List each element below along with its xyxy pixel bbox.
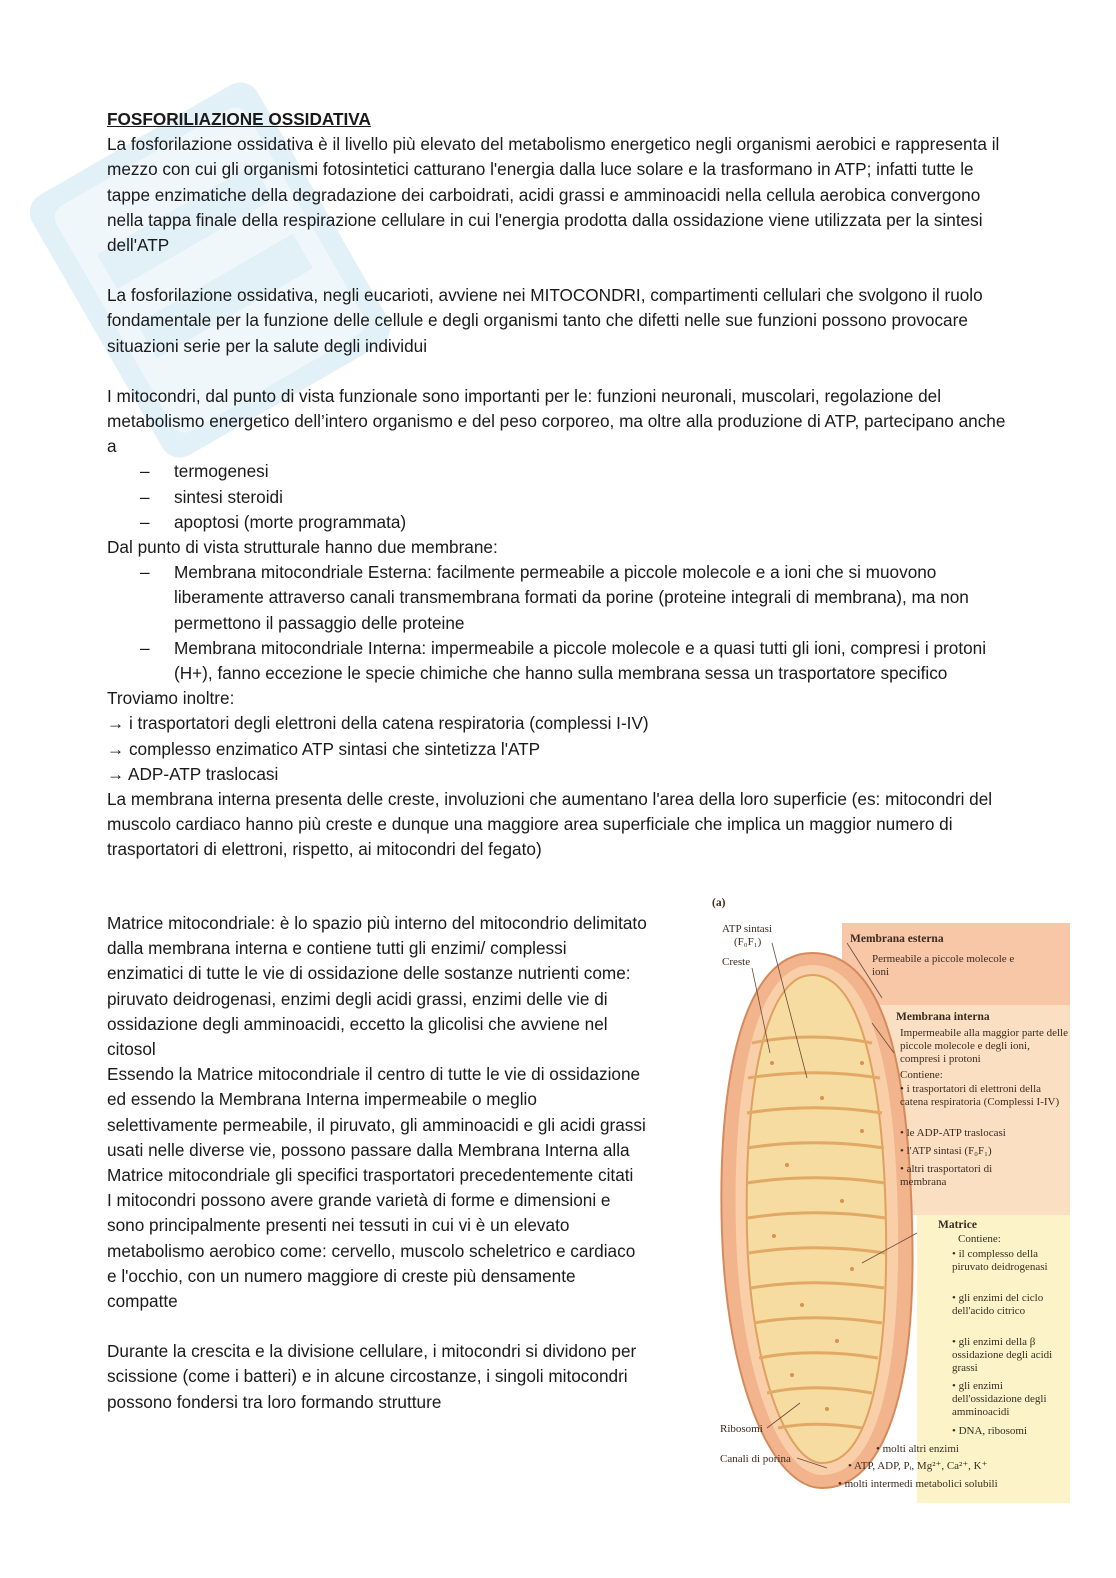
inner-item: • i trasportatori di elettroni della catena respiratoria (Complessi I-IV) [900, 1083, 1060, 1108]
paragraph-mitocondri: La fosforilazione ossidativa, negli eucarioti, avviene nei MITOCONDRI, compartimenti cellulari che svolgono il ruolo fondamentale per la funzione delle cellule e degli organismi tanto che difetti nelle sue funzioni possono provocare situazioni serie per la salute degli individui [107, 285, 983, 356]
atp-synthase-sub: (F₀F₁) [734, 936, 762, 948]
membranes-list [107, 560, 1007, 686]
left-column-text [107, 911, 647, 1415]
paragraph-creste: La membrana interna presenta delle creste, involuzioni che aumentano l'area della loro superficie (es: mitocondri del muscolo cardiaco hanno più creste e dunque una maggiore area superficiale che implica un maggior numero di trasportatori di elettroni, rispetto, ai mitocondri del fegato) [107, 789, 993, 860]
paragraph-divisione: Durante la crescita e la divisione cellulare, i mitocondri si dividono per scissione (come i batteri) e in alcune circostanze, i singoli mitocondri possono fondersi tra loro formando strutture [107, 1341, 637, 1412]
list-item: – apoptosi (morte programmata) [107, 510, 1007, 535]
cristae-label: Creste [722, 956, 751, 968]
paragraph-forme: I mitocondri possono avere grande varietà di forme e dimensioni e sono principalmente presenti nei tessuti in cui vi è un elevato metabolismo aerobico come: cervello, muscolo scheletrico e cardiaco e l'occhio, con un numero maggiore di creste più densamente compatte [107, 1190, 636, 1312]
atp-synthase-label: ATP sintasi [722, 923, 773, 935]
matrix-item: • DNA, ribosomi [952, 1425, 1028, 1437]
paragraph-centro: Essendo la Matrice mitocondriale il centro di tutte le vie di ossidazione ed essendo la Membrana Interna impermeabile o meglio selettivamente permeabile, il piruvato, gli amminoacidi e gli acidi grassi usati nelle diverse vie, possono passare dalla Membrana Interna alla Matrice mitocondriale gli specifici trasportatori precedentemente citati [107, 1064, 646, 1186]
inner-item: • le ADP-ATP traslocasi [900, 1127, 1006, 1139]
matrix-item: • il complesso della piruvato deidrogenasi [952, 1248, 1048, 1273]
paragraph-membrane: Dal punto di vista strutturale hanno due membrane: [107, 537, 498, 558]
document-title: FOSFORILIAZIONE OSSIDATIVA [107, 109, 371, 129]
paragraph-funzioni: I mitocondri, dal punto di vista funzionale sono importanti per le: funzioni neuronali, muscolari, regolazione del metabolismo energetico dell’intero organismo e del peso corporeo, ma oltre alla produzione di ATP, partecipano anche a [107, 385, 1006, 457]
matrix-item: • gli enzimi dell'ossidazione degli amminoacidi [952, 1380, 1047, 1418]
matrix-item: • gli enzimi della β ossidazione degli acidi grassi [952, 1336, 1053, 1374]
matrix-item: • molti altri enzimi [876, 1443, 959, 1455]
paragraph-matrice: Matrice mitocondriale: è lo spazio più interno del mitocondrio delimitato dalla membrana interna e contiene tutti gli enzimi/ complessi enzimatici di tutte le vie di ossidazione delle sostanze nutrienti come: piruvato deidrogenasi, enzimi degli acidi grassi, enzimi delle vie di ossidazione degli amminoacidi, eccetto la glicolisi che avviene nel citosol [107, 913, 647, 1060]
inner-membrane-contiene: Contiene: [900, 1069, 943, 1081]
main-text [107, 107, 1007, 863]
list-item: – Membrana mitocondriale Esterna: facilmente permeabile a piccole molecole e a ioni che si muovono liberamente attraverso canali transmembrana formati da porine (proteine integrali di membrana), ma non permettono il passaggio delle proteine [107, 560, 1007, 636]
matrix-title: Matrice [938, 1219, 977, 1231]
matrix-item: • ATP, ADP, Pᵢ, Mg²⁺, Ca²⁺, K⁺ [848, 1460, 988, 1472]
arrow-item: → ADP-ATP traslocasi [107, 763, 279, 784]
matrix-contiene: Contiene: [958, 1233, 1001, 1245]
porin-channels-label: Canali di porina [720, 1453, 791, 1465]
arrow-item: → i trasportatori degli elettroni della catena respiratoria (complessi I-IV) [107, 713, 649, 734]
mitochondrion-figure [712, 897, 1072, 1503]
arrow-item: → complesso enzimatico ATP sintasi che sintetizza l'ATP [107, 738, 541, 759]
list-item: – termogenesi [107, 459, 1007, 484]
matrix-item: • molti intermedi metabolici solubili [838, 1478, 998, 1490]
inner-membrane-text: Impermeabile alla maggior parte delle piccole molecole e degli ioni, compresi i protoni [900, 1027, 1068, 1065]
matrix-item: • gli enzimi del ciclo dell'acido citrico [952, 1292, 1044, 1317]
inner-membrane-title: Membrana interna [896, 1011, 990, 1023]
inner-item: • altri trasportatori di membrana [900, 1163, 993, 1188]
panel-label: (a) [712, 897, 726, 909]
ribosomes-label: Ribosomi [720, 1423, 763, 1435]
list-item: – sintesi steroidi [107, 485, 1007, 510]
paragraph-troviamo: Troviamo inoltre: [107, 688, 235, 709]
inner-item: • l'ATP sintasi (F₀F₁) [900, 1145, 992, 1157]
outer-membrane-title: Membrana esterna [850, 933, 944, 945]
outer-membrane-text: Permeabile a piccole molecole e ioni [872, 953, 1015, 978]
list-item: – Membrana mitocondriale Interna: impermeabile a piccole molecole e a quasi tutti gli ioni, compresi i protoni (H+), fanno eccezione le specie chimiche che hanno sulla membrana sessa un trasportatore specifico [107, 636, 1007, 686]
functions-list [107, 459, 1007, 535]
paragraph-intro: La fosforilazione ossidativa è il livello più elevato del metabolismo energetico negli organismi aerobici e rappresenta il mezzo con cui gli organismi fotosintetici catturano l'energia dalla luce solare e la trasformano in ATP; infatti tutte le tappe enzimatiche della degradazione dei carboidrati, acidi grassi e amminoacidi nella cellula aerobica convergono nella tappa finale della respirazione cellulare in cui l'energia prodotta dalla ossidazione viene utilizzata per la sintesi dell'ATP [107, 134, 1000, 256]
